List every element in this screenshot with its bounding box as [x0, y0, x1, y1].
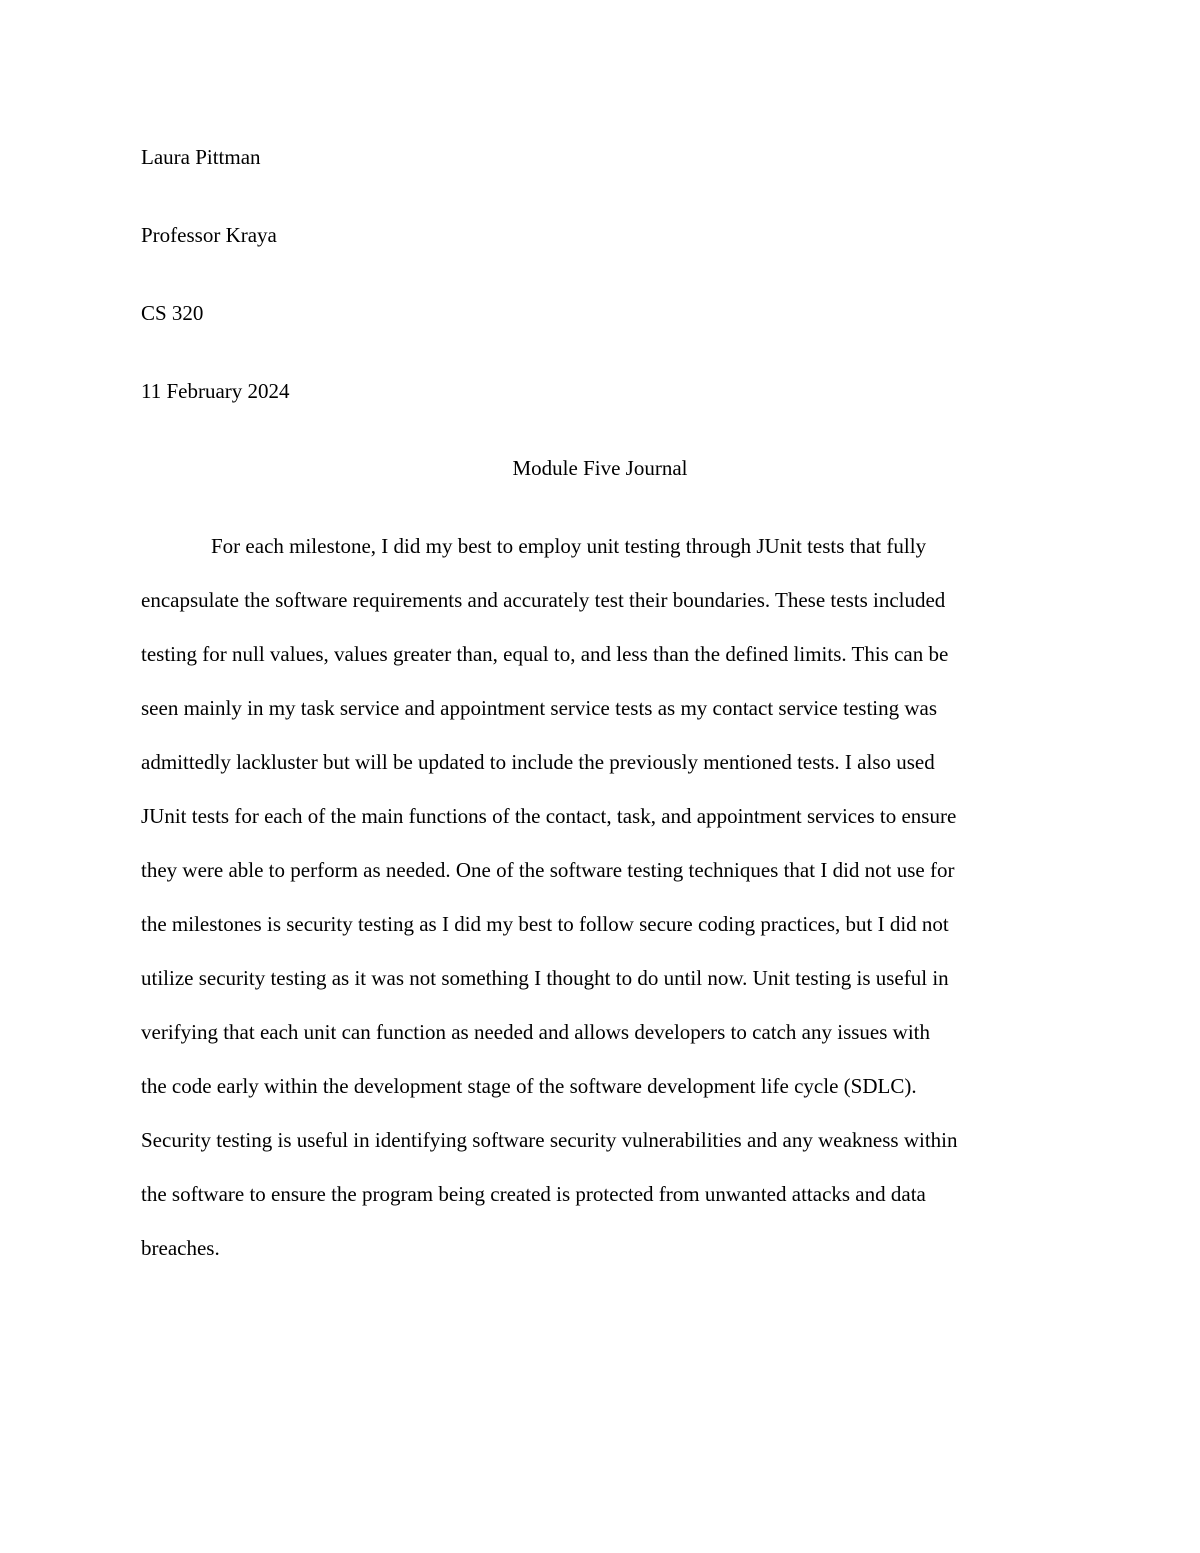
body-line: testing for null values, values greater than, equal to, and less than the defined limits. This can be	[141, 642, 949, 666]
professor-name: Professor Kraya	[141, 223, 277, 247]
student-name: Laura Pittman	[141, 145, 261, 169]
body-line: the milestones is security testing as I did my best to follow secure coding practices, but I did not	[141, 912, 949, 936]
document-title: Module Five Journal	[512, 456, 688, 480]
body-line: Security testing is useful in identifying software security vulnerabilities and any weakness within	[141, 1128, 958, 1152]
body-line: utilize security testing as it was not something I thought to do until now. Unit testing is useful in	[141, 966, 949, 990]
body-line: For each milestone, I did my best to employ unit testing through JUnit tests that fully	[211, 534, 927, 558]
body-line: the software to ensure the program being created is protected from unwanted attacks and data	[141, 1182, 926, 1206]
body-line: admittedly lackluster but will be updated to include the previously mentioned tests. I also used	[141, 750, 935, 774]
course-name: CS 320	[141, 301, 204, 325]
body-line: seen mainly in my task service and appointment service tests as my contact service testing was	[141, 696, 938, 720]
body-line: verifying that each unit can function as needed and allows developers to catch any issues with	[141, 1020, 930, 1044]
body-line: the code early within the development stage of the software development life cycle (SDLC).	[141, 1074, 917, 1098]
body-line: encapsulate the software requirements and accurately test their boundaries. These tests included	[141, 588, 946, 612]
body-line: JUnit tests for each of the main functions of the contact, task, and appointment services to ensure	[141, 804, 957, 828]
document-date: 11 February 2024	[141, 379, 290, 403]
body-line: they were able to perform as needed. One of the software testing techniques that I did not use for	[141, 858, 955, 882]
body-line: breaches.	[141, 1236, 220, 1260]
